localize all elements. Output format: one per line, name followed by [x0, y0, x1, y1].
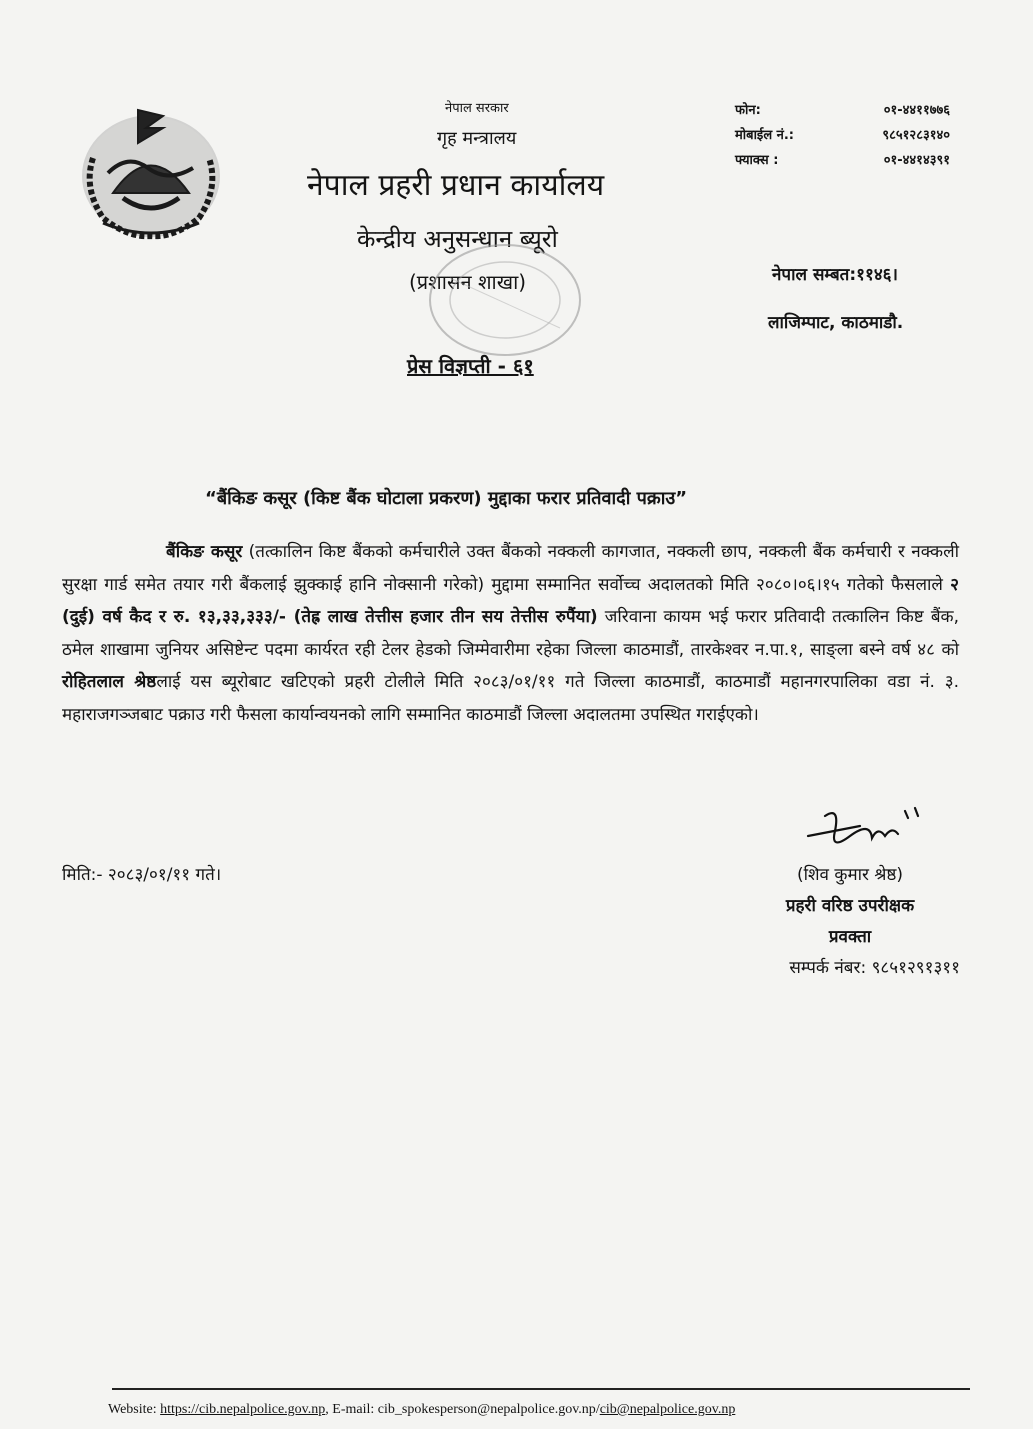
phone-row: [735, 98, 950, 123]
body-part-4: जरिवाना कायम भई फरार प्रतिवादी तत्कालिन किष्ट बैंक, ठमेल शाखामा जुनियर असिष्टेन्ट पदमा कार्यरत रही टेलर हेडको जिम्मेवारीमा रहेका जिल्ला काठमाडौं, तारकेश्वर न.पा.१, साङ्ला बस्ने वर्ष ४८ को: [62, 607, 959, 660]
signatory-rank: प्रहरी वरिष्ठ उपरीक्षक: [785, 896, 915, 916]
contact-block: [735, 98, 950, 173]
email-separator: /: [595, 1402, 600, 1417]
website-label: Website:: [108, 1402, 157, 1417]
body-part-6: लाई यस ब्यूरोबाट खटिएको प्रहरी टोलीले मिति २०८३/०१/११ गते जिल्ला काठमाडौं, काठमाडौं महानगरपालिका वडा नं. ३. महाराजगञ्जबाट पक्राउ गरी फैसला कार्यान्वयनको लागि सम्मानित काठमाडौं जिल्ला अदालतमा उपस्थित गराईएको।: [62, 672, 960, 725]
release-date: मिति:- २०८३/०१/११ गते।: [62, 865, 222, 885]
email-label: , E-mail:: [325, 1402, 375, 1417]
bureau-title: केन्द्रीय अनुसन्धान ब्यूरो: [357, 225, 558, 253]
government-label: नेपाल सरकार: [445, 101, 509, 116]
signatory-phone: सम्पर्क नंबर: ९८५१२९१३११: [789, 958, 960, 978]
body-part-1: बैंकिङ कसूर: [166, 542, 243, 562]
signatory-role: प्रवक्ता: [828, 927, 872, 947]
office-location: लाजिम्पाट, काठमाडौ.: [768, 313, 904, 333]
nepal-samvat: नेपाल सम्बत:११४६।: [772, 265, 898, 285]
footer: [108, 1402, 735, 1418]
mobile-label: मोबाईल नं.:: [735, 128, 795, 143]
body-part-5: रोहितलाल श्रेष्ठ: [62, 672, 157, 692]
signature-icon: [800, 796, 930, 858]
website-link[interactable]: https://cib.nepalpolice.gov.np: [160, 1402, 326, 1417]
signatory-name: (शिव कुमार श्रेष्ठ): [796, 865, 904, 885]
section-title: (प्रशासन शाखा): [409, 270, 527, 294]
email-cib-link[interactable]: cib@nepalpolice.gov.np: [599, 1402, 736, 1417]
body-part-3: २ (दुई) वर्ष कैद र रु. १३,३३,३३३/- (तेह्र लाख तेत्तीस हजार तीन सय तेत्तीस रुपैंया): [62, 574, 959, 627]
office-title: नेपाल प्रहरी प्रधान कार्यालय: [307, 168, 605, 203]
fax-row: [735, 148, 950, 173]
nepal-emblem-icon: [68, 98, 234, 248]
office-stamp-icon: [395, 238, 595, 368]
release-title: “बैंकिङ कसूर (किष्ट बैंक घोटाला प्रकरण) मुद्दाका फरार प्रतिवादी पक्राउ”: [205, 488, 688, 509]
phone-value: ०१-४४११७७६: [883, 103, 950, 118]
press-release-number: प्रेस विज्ञप्ती - ६१: [407, 354, 534, 378]
phone-label: फोन:: [735, 103, 761, 118]
signatory-block: [730, 860, 970, 984]
ministry-label: गृह मन्त्रालय: [437, 128, 517, 149]
body-part-2: (तत्कालिन किष्ट बैंकको कर्मचारीले उक्त बैंकको नक्कली कागजात, नक्कली छाप, नक्कली बैंक कर्मचारी र नक्कली सुरक्षा गार्ड समेत तयार गरी बैंकलाई झुक्काई हानि नोक्सानी गरेको) मुद्दामा सम्मानित सर्वोच्च अदालतको मिति २०८०।०६।१५ गतेको फैसलाले: [62, 542, 959, 595]
footer-divider: [112, 1388, 970, 1390]
email-spokesperson-link[interactable]: cib_spokesperson@nepalpolice.gov.np: [377, 1402, 596, 1417]
release-body: [62, 536, 959, 731]
fax-value: ०१-४४१४३९१: [883, 153, 950, 168]
fax-label: फ्याक्स :: [735, 153, 779, 168]
mobile-value: ९८५१२८३१४०: [882, 128, 950, 143]
mobile-row: [735, 123, 950, 148]
